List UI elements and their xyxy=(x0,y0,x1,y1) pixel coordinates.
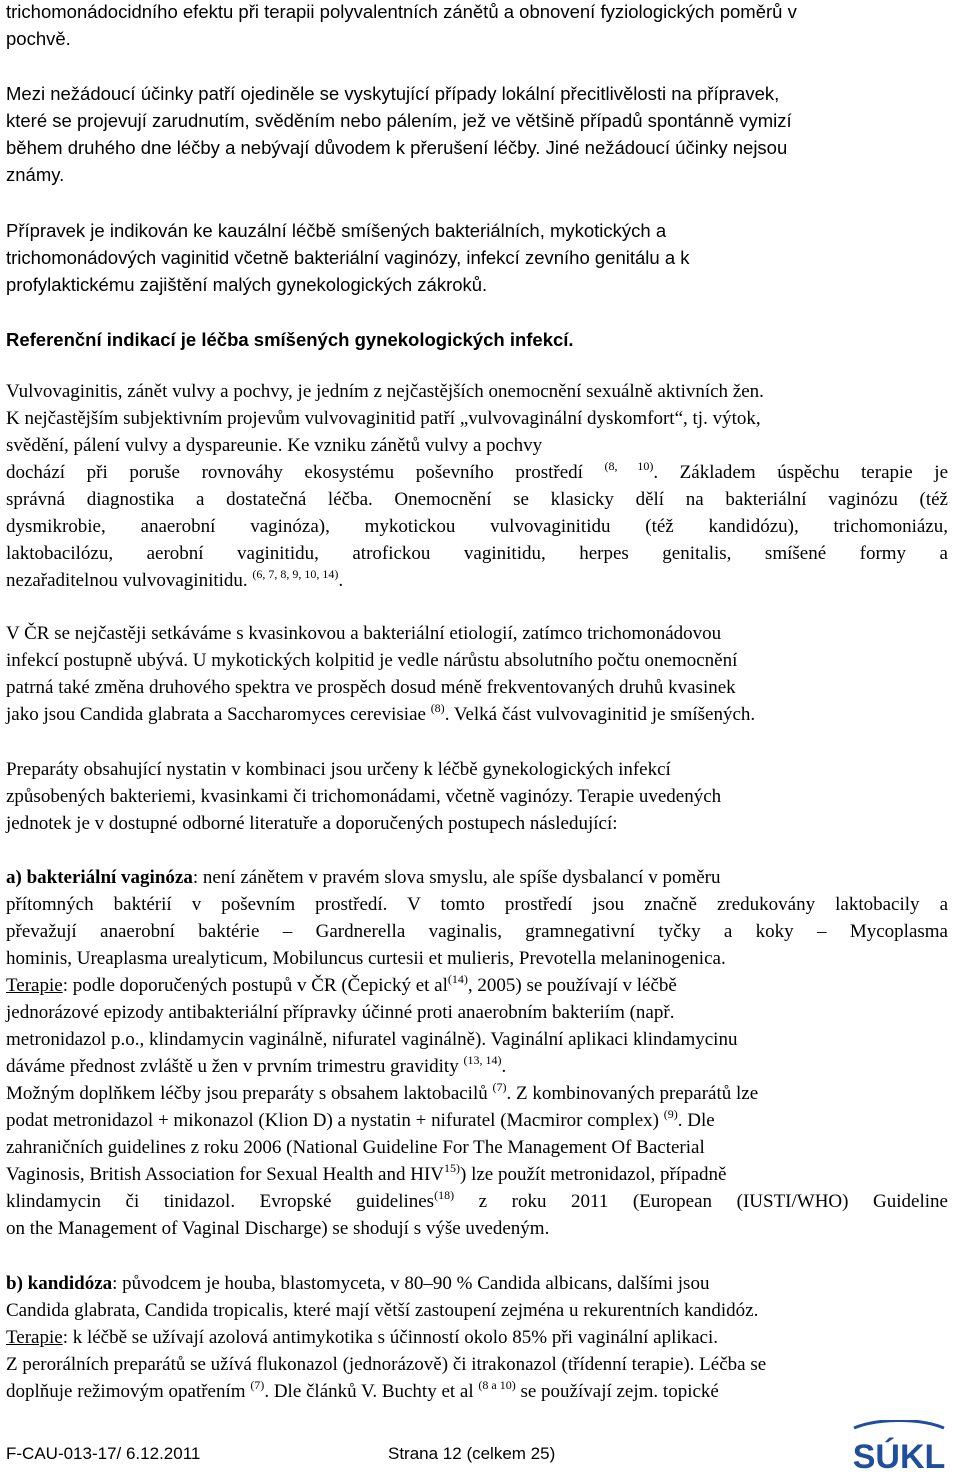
footer-page-number: Strana 12 (celkem 25) xyxy=(388,1444,556,1463)
footer-document-code: F-CAU-013-17/ 6.12.2011 xyxy=(6,1444,201,1463)
text-segment: : podle doporučených postupů v ČR (Čepický et al xyxy=(62,975,448,996)
text-segment: Vaginosis, British Association for Sexual Health and HIV xyxy=(6,1164,445,1185)
text-line: Preparáty obsahující nystatin v kombinaci jsou určeny k léčbě gynekologických infekcí xyxy=(6,759,671,780)
text-line xyxy=(6,1324,948,1351)
text-line xyxy=(6,701,948,728)
text-line: Přípravek je indikován ke kauzální léčbě smíšených bakteriálních, mykotických a xyxy=(6,220,667,241)
citation: (13, 14) xyxy=(463,1053,502,1067)
text-line: jednorázové epizody antibakteriální přípravky účinné proti anaerobním bakteriím (např. xyxy=(6,1002,675,1023)
text-segment: . Dle xyxy=(677,1110,715,1131)
text-line: způsobených bakteriemi, kvasinkami či trichomonádami, včetně vaginózy. Terapie uvedených xyxy=(6,786,722,807)
citation: (18) xyxy=(434,1188,455,1202)
text-segment: z roku 2011 (European (IUSTI/WHO) Guideline xyxy=(454,1191,948,1212)
text-line: K nejčastějším subjektivním projevům vulvovaginitid patří „vulvovaginální dyskomfort“, tj. výtok, xyxy=(6,408,761,429)
text-segment: : k léčbě se užívají azolová antimykotika s účinností okolo 85% při vaginální aplikaci. xyxy=(62,1327,719,1348)
text-segment: doplňuje režimovým opatřením xyxy=(6,1381,246,1402)
text-line: známy. xyxy=(6,164,65,185)
text-line: Mezi nežádoucí účinky patří ojediněle se vyskytující případy lokální přecitlivělosti na přípravek, xyxy=(6,83,780,104)
text-line: hominis, Ureaplasma urealyticum, Mobiluncus curtesii et mulieris, Prevotella melaninogenica. xyxy=(6,948,726,969)
text-segment: . Základem úspěchu terapie je xyxy=(653,462,948,483)
text-segment: : původcem je houba, blastomyceta, v 80–90 % Candida albicans, dalšími jsou xyxy=(112,1273,710,1294)
text-segment: . Z kombinovaných preparátů lze xyxy=(506,1083,759,1104)
text-line xyxy=(6,1378,948,1405)
text-line: patrná také změna druhového spektra ve prospěch dosud méně frekventovaných druhů kvasinek xyxy=(6,677,736,698)
text-line: infekcí postupně ubývá. U mykotických kolpitid je vedle nárůstu absolutního počtu onemocnění xyxy=(6,650,738,671)
text-segment: nezařaditelnou vulvovaginitidu. xyxy=(6,570,248,591)
text-segment: dáváme přednost zvláště u žen v prvním trimestru gravidity xyxy=(6,1056,459,1077)
text-segment: jako jsou Candida glabrata a Saccharomyces cerevisiae xyxy=(6,704,426,725)
paragraph-etiology xyxy=(6,620,948,728)
text-line: pochvě. xyxy=(6,28,71,49)
text-line xyxy=(6,864,948,891)
text-line: on the Management of Vaginal Discharge) se shodují s výše uvedeným. xyxy=(6,1218,550,1239)
heading-text: Referenční indikací je léčba smíšených gynekologických infekcí. xyxy=(6,329,574,350)
text-segment: : není zánětem v pravém slova smyslu, ale spíše dysbalancí v poměru xyxy=(192,867,721,888)
text-line: přítomných baktérií v poševním prostředí. V tomto prostředí jsou značně zredukovány laktobacily a xyxy=(6,894,948,915)
text-line: Vulvovaginitis, zánět vulvy a pochvy, je jedním z nejčastějších onemocnění sexuálně aktivních žen. xyxy=(6,381,764,402)
citation: (7) xyxy=(492,1080,507,1094)
citation: (14) xyxy=(447,972,468,986)
text-line: zahraničních guidelines z roku 2006 (National Guideline For The Management Of Bacterial xyxy=(6,1137,705,1158)
text-line xyxy=(6,1270,948,1297)
citation: (6, 7, 8, 9, 10, 14) xyxy=(252,567,339,581)
text-segment: dochází při poruše rovnováhy ekosystému poševního prostředí xyxy=(6,462,583,483)
text-segment: klindamycin či tinidazol. Evropské guidelines xyxy=(6,1191,435,1212)
reference-indication-heading xyxy=(6,326,948,353)
section-label: b) kandidóza xyxy=(6,1273,113,1294)
citation: (9) xyxy=(663,1107,678,1121)
text-segment: ) lze použít metronidazol, případně xyxy=(460,1164,727,1185)
text-line: Z perorálních preparátů se užívá flukonazol (jednorázově) či itrakonazol (třídenní terapie). Léčba se xyxy=(6,1354,767,1375)
text-segment: , 2005) se používají v léčbě xyxy=(467,975,677,996)
therapy-label: Terapie xyxy=(6,1327,63,1348)
text-line xyxy=(6,1053,948,1080)
logo-text: SÚKL xyxy=(852,1438,946,1476)
text-line xyxy=(6,972,948,999)
section-bacterial-vaginosis xyxy=(6,864,948,1242)
section-candidiasis xyxy=(6,1270,948,1405)
text-line: svědění, pálení vulvy a dyspareunie. Ke vzniku zánětů vulvy a pochvy xyxy=(6,435,543,456)
citation: 15) xyxy=(444,1161,461,1175)
text-line xyxy=(6,1161,948,1188)
text-line xyxy=(6,1188,948,1215)
citation: (8 a 10) xyxy=(478,1378,516,1392)
text-line: profylaktickému zajištění malých gynekologických zákroků. xyxy=(6,274,488,295)
logo-arc xyxy=(854,1421,944,1429)
text-line: laktobacilózu, aerobní vaginitidu, atrofickou vaginitidu, herpes genitalis, smíšené formy a xyxy=(6,543,948,564)
text-line: během druhého dne léčby a nebývají důvodem k přerušení léčby. Jiné nežádoucí účinky nejsou xyxy=(6,137,788,158)
text-segment: se používají zejm. topické xyxy=(515,1381,719,1402)
paragraph-preparations xyxy=(6,756,948,837)
text-line: Candida glabrata, Candida tropicalis, které mají větší zastoupení zejména u rekurentních kandidóz. xyxy=(6,1300,759,1321)
text-line: V ČR se nejčastěji setkáváme s kvasinkovou a bakteriální etiologií, zatímco trichomonádovou xyxy=(6,623,722,644)
text-segment: Možným doplňkem léčby jsou preparáty s obsahem laktobacilů xyxy=(6,1083,488,1104)
text-line xyxy=(6,1107,948,1134)
citation: (8, 10) xyxy=(604,459,654,473)
text-segment: podat metronidazol + mikonazol (Klion D) a nystatin + nifuratel (Macmiror complex) xyxy=(6,1110,659,1131)
text-line: dysmikrobie, anaerobní vaginóza), mykotickou vulvovaginitidu (též kandidózu), trichomoniázu, xyxy=(6,516,948,537)
section-label: a) bakteriální vaginóza xyxy=(6,867,193,888)
sukl-logo xyxy=(840,1420,958,1478)
therapy-label: Terapie xyxy=(6,975,63,996)
citation: (8) xyxy=(430,701,445,715)
paragraph-vulvovaginitis xyxy=(6,378,948,594)
text-segment: . xyxy=(501,1056,507,1077)
text-line: metronidazol p.o., klindamycin vaginálně, nifuratel vaginálně). Vaginální aplikaci klindamycinu xyxy=(6,1029,738,1050)
paragraph-indication xyxy=(6,217,948,298)
text-line xyxy=(6,567,948,594)
text-segment: . Velká část vulvovaginitid je smíšených. xyxy=(444,704,756,725)
text-line xyxy=(6,459,948,486)
text-line: trichomonádových vaginitid včetně bakteriální vaginózy, infekcí zevního genitálu a k xyxy=(6,247,690,268)
text-line: jednotek je v dostupné odborné literatuře a doporučených postupech následující: xyxy=(6,813,618,834)
text-line: správná diagnostika a dostatečná léčba. Onemocnění se klasicky dělí na bakteriální vaginózu (též xyxy=(6,489,948,510)
text-line: trichomonádocidního efektu při terapii polyvalentních zánětů a obnovení fyziologických poměrů v xyxy=(6,1,797,22)
text-segment: . Dle článků V. Buchty et al xyxy=(264,1381,474,1402)
paragraph-efficacy-end xyxy=(6,0,948,52)
paragraph-adverse-effects xyxy=(6,80,948,188)
text-line: které se projevují zarudnutím, svěděním nebo pálením, jež ve většině případů spontánně vymizí xyxy=(6,110,792,131)
text-line: převažují anaerobní baktérie – Gardnerella vaginalis, gramnegativní tyčky a koky – Mycoplasma xyxy=(6,921,948,942)
text-segment: . xyxy=(338,570,344,591)
text-line xyxy=(6,1080,948,1107)
citation: (7) xyxy=(250,1378,265,1392)
